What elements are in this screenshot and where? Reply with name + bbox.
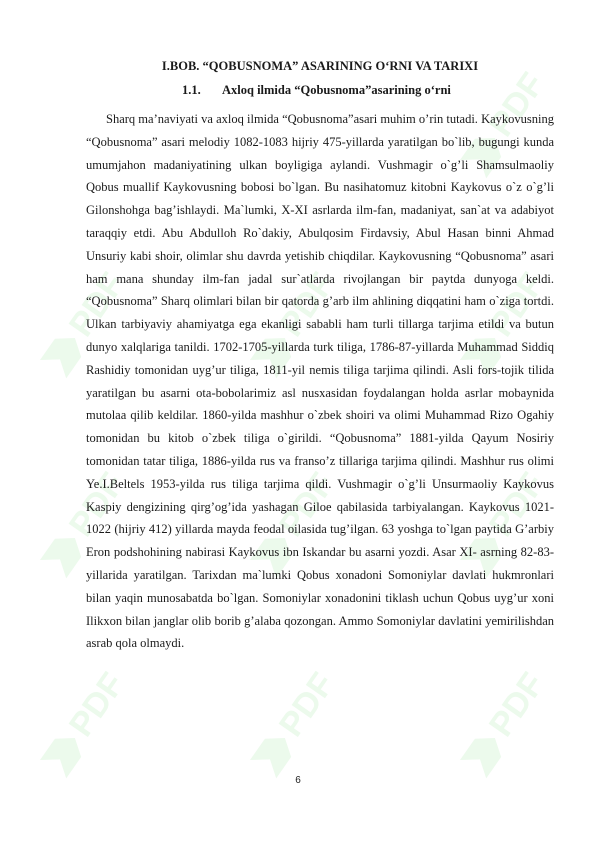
section-number: 1.1. — [182, 83, 201, 97]
body-paragraph: Sharq ma’naviyati va axloq ilmida “Qobusnoma”asari muhim o’rin tutadi. Kaykovusning “Qobusnoma” asari melodiy 1082-1083 hijriy 475-yillarda yaratilgan bo`lib, bugungi kunda umumjahon madaniyatining ulkan boyligiga aylandi. Vushmagir o`g’li Shamsulmaoliy Qobus muallif Kaykovusning bobosi bo`lgan. Bu nasihatomuz kitobni Kaykovus o`z o`g’li Gilonshohga bag’ishlaydi. Ma`lumki, X-XI asrlarda ilm-fan, madaniyat, san`at va adabiyot taraqqiy etdi. Abu Abdulloh Ro`dakiy, Abulqosim Firdavsiy, Abul Hasan binni Ahmad Unsuriy kabi shoir, olimlar shu davrda yetishib chiqdilar. Kaykovusning “Qobusnoma” asari ham mana shunday ilm-fan jadal sur`atlarda rivojlangan bir paytda dunyoga keldi. “Qobusnoma” Sharq olimlari bilan bir qatorda g’arb ilm ahlining diqqatini ham o`ziga tortdi. Ulkan tarbiyaviy ahamiyatga ega ekanligi sababli ham turli tillarga tarjima etildi va butun dunyo xalqlariga tanildi. 1702-1705-yillarda turk tiliga, 1786-87-yillarda Muhammad Siddiq Rashidiy tomonidan uyg’ur tiliga, 1811-yil nemis tiliga tarjima qilindi. Asli fors-tojik tilida yaratilgan bu asarni ota-bobolarimiz asl nusxasidan foydalangan holda asrlar mobaynida mutolaa qilib keldilar. 1860-yilda mashhur o`zbek shoiri va olimi Muhammad Rizo Ogahiy tomonidan bu kitob o`zbek tiliga o`girildi. “Qobusnoma” 1881-yilda Qayum Nosiriy tomonidan tatar tiliga, 1886-yilda rus va franso’z tillariga tarjima qilindi. Mashhur rus olimi Ye.I.Beltels 1953-yilda rus tiliga tarjima qildi. Vushmagir o`g’li Unsurmaoliy Kaykovus Kaspiy dengizining qirg’og’ida yashagan Giloe qabilasida tarbiyalangan. Kaykovus 1021-1022 (hijriy 412) yillarda mayda feodal oilasida tug’ilgan. 63 yoshga to`lgan paytida G’arbiy Eron podshohining nabirasi Kaykovus ibn Iskandar bu asarni yozdi. Asar XI- asrning 82-83-yillarida yaratilgan. Tarixdan ma`lumki Qobus xonadoni Somoniylar davlati hukmronlari bilan yaqin munosabatda bo`lgan. Somoniylar xonadonini tiklash uchun Qobus uyg’ur xoni Ilikxon bilan janglar olib borib g’alaba qozongan. Ammo Somoniylar davlatini yemirilishdan asrab qola olmaydi. — [86, 112, 554, 651]
svg-text:PDF: PDF — [61, 665, 133, 744]
chapter-title: I.BOB. “QOBUSNOMA” ASARINING O‘RNI VA TARIXI — [161, 59, 479, 73]
svg-text:PDF: PDF — [481, 465, 553, 544]
document-page — [86, 58, 554, 655]
svg-text:PDF: PDF — [271, 265, 343, 344]
svg-text:PDF: PDF — [481, 65, 553, 144]
watermark-mark — [457, 666, 552, 780]
svg-text:PDF: PDF — [61, 265, 133, 344]
page-number: 6 — [295, 775, 301, 786]
section-heading — [86, 82, 554, 98]
watermark-mark — [37, 666, 132, 780]
svg-text:PDF: PDF — [61, 465, 133, 544]
svg-text:PDF: PDF — [271, 665, 343, 744]
svg-text:PDF: PDF — [271, 465, 343, 544]
svg-text:PDF: PDF — [481, 265, 553, 344]
section-title: Axloq ilmida “Qobusnoma”asarining o‘rni — [222, 83, 451, 97]
svg-text:PDF: PDF — [481, 665, 553, 744]
watermark-mark — [247, 666, 342, 780]
